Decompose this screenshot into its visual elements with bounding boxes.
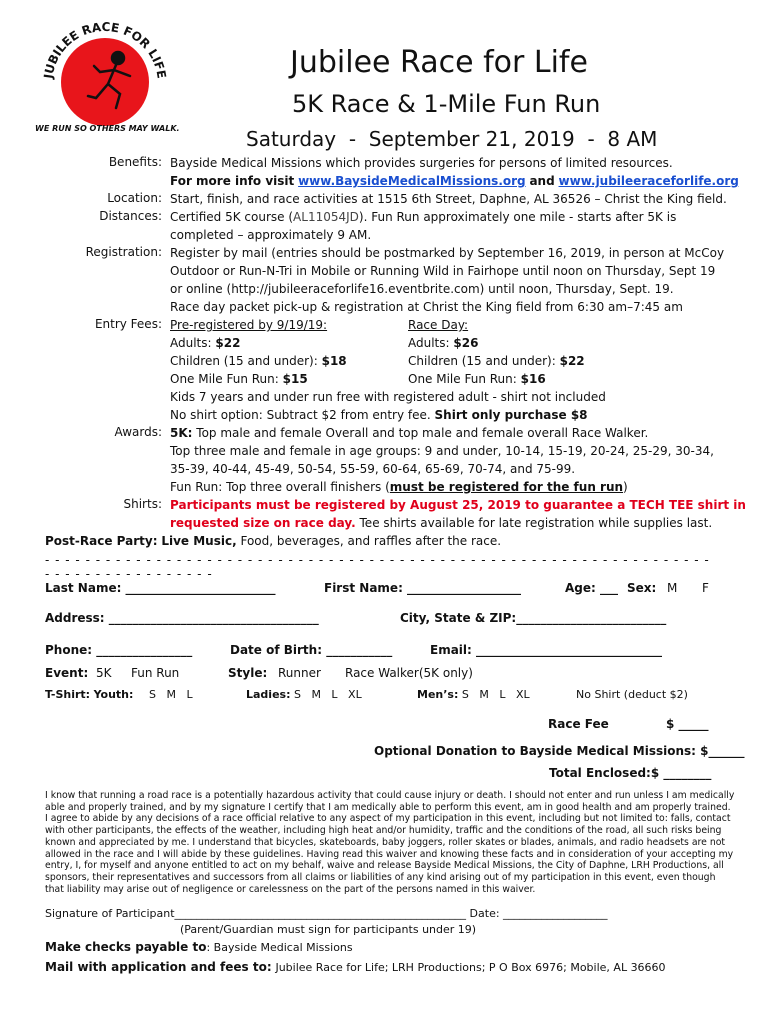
last-name-field[interactable]: Last Name: _________________________ — [45, 581, 276, 595]
shirts-line2 — [170, 515, 712, 533]
mens-row — [417, 688, 530, 701]
fee-key: One Mile Fun Run: — [408, 372, 517, 386]
post-race-party — [45, 533, 501, 551]
mail-to — [45, 960, 666, 974]
shirt-only-price: Shirt only purchase $8 — [434, 408, 588, 422]
checks-value: : Bayside Medical Missions — [206, 941, 353, 954]
more-info-prefix: For more info visit — [170, 174, 295, 188]
distances-text1b: ). Fun Run approximately one mile - starts after 5K is — [358, 210, 677, 224]
more-info-line — [170, 173, 739, 191]
style-walker-option[interactable]: Race Walker(5K only) — [345, 666, 473, 680]
ladies-label: Ladies: — [246, 688, 291, 701]
logo-runner-icon — [30, 10, 180, 140]
distances-label: Distances: — [99, 209, 162, 223]
style-runner-option[interactable]: Runner — [278, 666, 321, 680]
page-subtitle: 5K Race & 1-Mile Fun Run — [292, 90, 601, 118]
awards-line2: Top three male and female in age groups: 9 and under, 10-14, 15-19, 20-24, 25-29, 30-34, — [170, 444, 714, 458]
pre-children — [170, 353, 347, 371]
first-name-field[interactable]: First Name: ___________________ — [324, 581, 522, 595]
city-state-zip-field[interactable]: City, State & ZIP:_________________________ — [400, 611, 667, 625]
awards-funrun — [170, 479, 628, 497]
address-field[interactable]: Address: ___________________________________ — [45, 611, 319, 625]
and-text: and — [529, 174, 555, 188]
checks-label: Make checks payable to — [45, 940, 207, 954]
distances-text1a: Certified 5K course ( — [170, 210, 294, 224]
youth-label: Youth: — [93, 688, 134, 701]
event-date: Saturday - September 21, 2019 - 8 AM — [246, 127, 658, 151]
day-adults — [408, 335, 478, 353]
funrun-prefix: Fun Run: Top three overall finishers ( — [170, 480, 390, 494]
fee-key: Adults: — [408, 336, 450, 350]
ladies-sizes[interactable]: S M L XL — [293, 688, 362, 701]
registration-line2: Outdoor or Run-N-Tri in Mobile or Running Wild in Fairhope until noon on Thursday, Sept 19 — [170, 264, 716, 278]
location-label: Location: — [107, 191, 162, 205]
day-children — [408, 353, 585, 371]
ladies-row — [246, 688, 362, 701]
event-5k-option[interactable]: 5K — [96, 666, 112, 680]
signature-line[interactable]: Signature of Participant_____________________________________________________ Date: ___________________ — [45, 907, 608, 920]
logo-arc-text: JUBILEE RACE FOR LIFE — [41, 19, 169, 80]
awards-line1 — [170, 425, 648, 443]
fees-label: Entry Fees: — [94, 317, 162, 331]
shirts-red-line1: Participants must be registered by August 25, 2019 to guarantee a TECH TEE shirt in — [170, 498, 746, 512]
no-shirt-option — [170, 407, 588, 425]
email-field[interactable]: Email: _______________________________ — [430, 643, 663, 657]
fee-value: $18 — [321, 354, 347, 368]
distances-line2: completed – approximately 9 AM. — [170, 228, 372, 242]
no-shirt-deduct[interactable]: No Shirt (deduct $2) — [576, 688, 688, 701]
fee-value: $22 — [559, 354, 585, 368]
sex-label: Sex: — [627, 581, 657, 595]
phone-field[interactable]: Phone: ________________ — [45, 643, 193, 657]
shirts-red-line2: requested size on race day. — [170, 516, 356, 530]
distances-line1 — [170, 209, 676, 227]
funrun-bold: must be registered for the fun run — [389, 480, 624, 494]
tshirt-label: T-Shirt: — [45, 688, 91, 701]
event-label: Event: — [45, 666, 89, 680]
shirts-tail: Tee shirts available for late registration while supplies last. — [359, 516, 713, 530]
fee-value: $15 — [282, 372, 308, 386]
waiver-text: I know that running a road race is a potentially hazardous activity that could cause injury or death. I should not enter and run unless I am medically able and properly trained, and by my signature I certify that I am medically able to perform this event, am in good health and am properly trained. I agree to abide by any decisions of a race official relative to any aspect of my participation in this event, including but not limited to: falls, contact with other participants, the effects of the weather, including high heat and/or humidity, traffic and the conditions of the road, all such risks being known and appreciated by me. I understand that bicycles, skateboards, baby joggers, roller skates or blades, animals, and radio headsets are not allowed in the race and I will abide by these guidelines. Having read this waiver and knowing these facts and in consideration of your accepting my entry, I, for myself and anyone entitled to act on my behalf, waive and release Bayside Medical Missions, the City of Daphne, LRH Productions, all sponsors, their representatives and successors from all claims or liabilities of any kind arising out of my participation in this event, even though that liability may arise out of negligence or carelessness on the part of the persons named in this waiver. — [45, 790, 735, 895]
logo-tagline: WE RUN SO OTHERS MAY WALK. — [35, 124, 180, 133]
fee-key: Adults: — [170, 336, 212, 350]
pre-funrun — [170, 371, 308, 389]
race-fee-field[interactable]: $ _____ — [666, 717, 709, 731]
awards-text: Top male and female Overall and top male and female overall Race Walker. — [196, 426, 649, 440]
sex-m-option[interactable]: M — [667, 581, 678, 595]
fee-key: Children (15 and under): — [170, 354, 318, 368]
style-label: Style: — [228, 666, 268, 680]
party-bold: Live Music, — [161, 534, 237, 548]
checks-payable — [45, 940, 353, 954]
mens-sizes[interactable]: S M L XL — [461, 688, 530, 701]
registration-label: Registration: — [85, 245, 162, 259]
sex-f-option[interactable]: F — [702, 581, 709, 595]
fee-value: $16 — [520, 372, 546, 386]
race-day-header: Race Day: — [408, 318, 469, 332]
fee-value: $22 — [215, 336, 241, 350]
link-jubilee[interactable]: www.jubileeraceforlife.org — [558, 174, 739, 188]
race-fee-label: Race Fee — [548, 717, 609, 731]
donation-field[interactable]: Optional Donation to Bayside Medical Missions: $______ — [374, 744, 745, 758]
logo — [30, 10, 180, 140]
awards-line3: 35-39, 40-44, 45-49, 50-54, 55-59, 60-64, 65-69, 70-74, and 75-99. — [170, 462, 576, 476]
awards-lead: 5K: — [170, 426, 193, 440]
shirts-label: Shirts: — [123, 497, 162, 511]
youth-sizes[interactable]: S M L — [149, 688, 193, 701]
event-funrun-option[interactable]: Fun Run — [131, 666, 180, 680]
pre-adults — [170, 335, 240, 353]
fee-key: One Mile Fun Run: — [170, 372, 279, 386]
pre-registered-header: Pre-registered by 9/19/19: — [170, 318, 328, 332]
funrun-suffix: ) — [623, 480, 628, 494]
benefits-text: Bayside Medical Missions which provides surgeries for persons of limited resources. — [170, 156, 673, 170]
registration-line4: Race day packet pick-up & registration at Christ the King field from 6:30 am–7:45 am — [170, 300, 683, 314]
link-bayside[interactable]: www.BaysideMedicalMissions.org — [298, 174, 526, 188]
divider: - - - - - - - - - - - - - - - - - - - - - - - - - - - - - - - - - - - - - - - - - - - - - - - - - - - - - - - - - - - - - - - - - - - - - - - - - - - - - - - - - - - — [45, 553, 710, 581]
mens-label: Men’s: — [417, 688, 459, 701]
party-label: Post-Race Party: — [45, 534, 158, 548]
age-field[interactable]: Age: ___ — [565, 581, 618, 595]
fee-key: Children (15 and under): — [408, 354, 556, 368]
fee-value: $26 — [453, 336, 479, 350]
total-enclosed-field[interactable]: Total Enclosed:$ ________ — [549, 766, 712, 780]
location-text: Start, finish, and race activities at 1515 6th Street, Daphne, AL 36526 – Christ the King field. — [170, 192, 727, 206]
kids-free: Kids 7 years and under run free with registered adult - shirt not included — [170, 390, 606, 404]
course-code: AL11054JD — [293, 210, 359, 224]
no-shirt-text: No shirt option: Subtract $2 from entry fee. — [170, 408, 431, 422]
mail-label: Mail with application and fees to: — [45, 960, 272, 974]
benefits-label: Benefits: — [108, 155, 162, 169]
party-text: Food, beverages, and raffles after the race. — [240, 534, 502, 548]
mail-value: Jubilee Race for Life; LRH Productions; P O Box 6976; Mobile, AL 36660 — [275, 961, 666, 974]
registration-line3: or online (http://jubileeraceforlife16.eventbrite.com) until noon, Thursday, Sept. 19. — [170, 282, 674, 296]
dob-field[interactable]: Date of Birth: ___________ — [230, 643, 393, 657]
page-title: Jubilee Race for Life — [290, 45, 588, 80]
registration-line1: Register by mail (entries should be postmarked by September 16, 2019, in person at McCoy — [170, 246, 725, 260]
tshirt-row — [45, 688, 133, 701]
day-funrun — [408, 371, 546, 389]
guardian-note: (Parent/Guardian must sign for participants under 19) — [180, 923, 477, 936]
awards-label: Awards: — [114, 425, 162, 439]
